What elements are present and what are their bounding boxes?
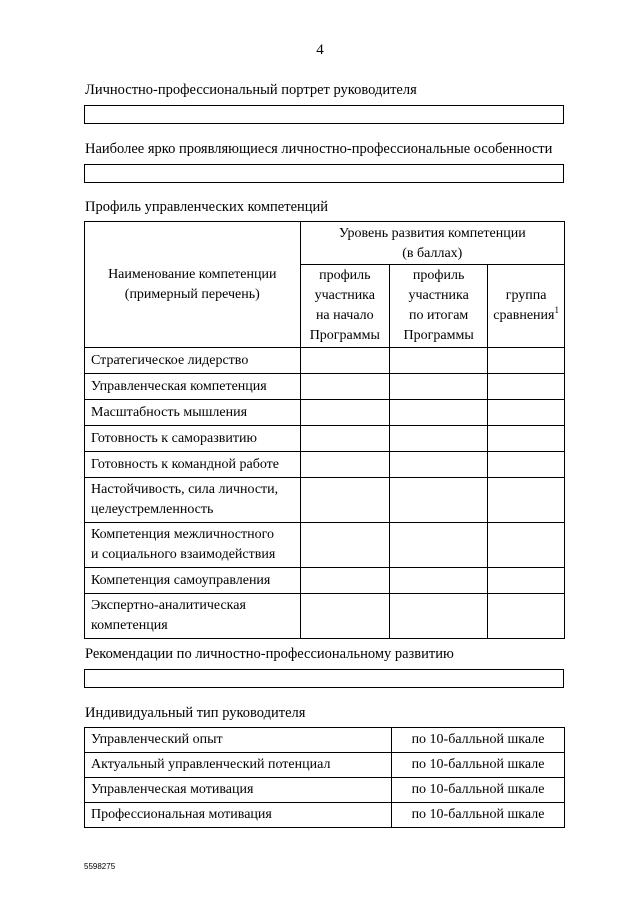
table-row xyxy=(85,400,565,426)
recommendations-title: Рекомендации по личностно-профессиональному развитию xyxy=(85,646,454,662)
competency-text: целеустремленность xyxy=(91,502,214,517)
table-row xyxy=(85,568,565,594)
score-cell[interactable] xyxy=(488,374,565,400)
competency-label xyxy=(85,426,301,452)
score-cell[interactable] xyxy=(390,594,488,639)
competency-label xyxy=(85,348,301,374)
recommendations-field[interactable] xyxy=(84,669,564,688)
score-cell[interactable] xyxy=(488,348,565,374)
comparison-group-header xyxy=(488,265,565,348)
competency-label xyxy=(85,568,301,594)
sub-header-text: участника xyxy=(408,288,469,303)
portrait-field[interactable] xyxy=(84,105,564,124)
competency-label xyxy=(85,374,301,400)
score-cell[interactable] xyxy=(300,523,389,568)
score-cell[interactable] xyxy=(390,523,488,568)
profile-title: Профиль управленческих компетенций xyxy=(85,199,329,215)
score-cell[interactable] xyxy=(300,374,389,400)
level-header xyxy=(300,222,564,265)
level-header-line1: Уровень развития компетенции xyxy=(338,226,526,241)
sub-header-text: по итогам xyxy=(409,308,469,323)
score-cell[interactable] xyxy=(300,452,389,478)
competency-label xyxy=(85,452,301,478)
sub-header-text: Программы xyxy=(403,328,474,343)
type-title: Индивидуальный тип руководителя xyxy=(85,705,306,721)
page-number: 4 xyxy=(316,42,324,58)
score-cell[interactable] xyxy=(390,400,488,426)
type-scale[interactable]: по 10-балльной шкале xyxy=(392,778,565,803)
score-cell[interactable] xyxy=(390,348,488,374)
score-cell[interactable] xyxy=(300,348,389,374)
score-cell[interactable] xyxy=(488,478,565,523)
competency-label xyxy=(85,478,301,523)
table-row xyxy=(85,426,565,452)
score-cell[interactable] xyxy=(488,523,565,568)
competency-label xyxy=(85,523,301,568)
name-header-line1: Наименование компетенции xyxy=(108,266,277,282)
table-row xyxy=(85,452,565,478)
footnote-marker: 1 xyxy=(554,305,559,315)
portrait-title: Личностно-профессиональный портрет руководителя xyxy=(85,82,417,98)
score-cell[interactable] xyxy=(390,452,488,478)
score-cell[interactable] xyxy=(300,594,389,639)
sub-header-text: сравнения xyxy=(493,308,555,323)
competency-text: Готовность к командной работе xyxy=(91,456,279,472)
score-cell[interactable] xyxy=(488,452,565,478)
leader-type-table xyxy=(84,727,565,828)
score-cell[interactable] xyxy=(300,568,389,594)
competency-text: Экспертно-аналитическая xyxy=(91,598,246,613)
competency-text: Готовность к саморазвитию xyxy=(91,430,257,446)
table-row xyxy=(85,594,565,639)
document-code: 5598275 xyxy=(84,862,116,871)
competency-text: и социального взаимодействия xyxy=(91,547,276,562)
type-scale[interactable]: по 10-балльной шкале xyxy=(392,728,565,753)
score-cell[interactable] xyxy=(300,426,389,452)
score-cell[interactable] xyxy=(488,568,565,594)
competency-label xyxy=(85,594,301,639)
type-scale[interactable]: по 10-балльной шкале xyxy=(392,803,565,828)
score-cell[interactable] xyxy=(300,400,389,426)
competency-text: Компетенция межличностного xyxy=(91,527,275,542)
score-cell[interactable] xyxy=(488,400,565,426)
score-cell[interactable] xyxy=(390,426,488,452)
table-row xyxy=(85,348,565,374)
competency-text: Компетенция самоуправления xyxy=(91,572,271,588)
sub-header-text: на начало xyxy=(315,308,374,323)
score-cell[interactable] xyxy=(488,594,565,639)
table-row xyxy=(85,778,565,803)
competency-name-header xyxy=(85,222,301,348)
sub-header-text: участника xyxy=(314,288,375,303)
score-cell[interactable] xyxy=(390,568,488,594)
sub-header-text: Программы xyxy=(309,328,380,343)
competency-text: Управленческая компетенция xyxy=(91,378,267,394)
type-label: Актуальный управленческий потенциал xyxy=(85,753,392,778)
participant-end-header xyxy=(390,265,488,348)
competency-text: компетенция xyxy=(91,618,168,633)
table-row xyxy=(85,728,565,753)
score-cell[interactable] xyxy=(488,426,565,452)
competency-text: Настойчивость, сила личности, xyxy=(91,482,279,497)
type-label: Управленческий опыт xyxy=(85,728,392,753)
sub-header-text: профиль xyxy=(412,268,465,283)
table-row xyxy=(85,523,565,568)
score-cell[interactable] xyxy=(390,374,488,400)
score-cell[interactable] xyxy=(390,478,488,523)
features-title: Наиболее ярко проявляющиеся личностно-профессиональные особенности xyxy=(85,141,553,157)
level-header-line2: (в баллах) xyxy=(402,246,463,261)
participant-start-header xyxy=(300,265,389,348)
competency-text: Масштабность мышления xyxy=(91,404,248,420)
score-cell[interactable] xyxy=(300,478,389,523)
type-label: Профессиональная мотивация xyxy=(85,803,392,828)
competency-label xyxy=(85,400,301,426)
competency-text: Стратегическое лидерство xyxy=(91,352,249,368)
type-label: Управленческая мотивация xyxy=(85,778,392,803)
table-row xyxy=(85,374,565,400)
sub-header-text: профиль xyxy=(319,268,371,283)
competency-table xyxy=(84,221,565,639)
table-row xyxy=(85,803,565,828)
table-row xyxy=(85,478,565,523)
type-scale[interactable]: по 10-балльной шкале xyxy=(392,753,565,778)
sub-header-text: группа xyxy=(505,288,547,303)
table-row xyxy=(85,753,565,778)
name-header-line2: (примерный перечень) xyxy=(124,286,260,302)
features-field[interactable] xyxy=(84,164,564,183)
